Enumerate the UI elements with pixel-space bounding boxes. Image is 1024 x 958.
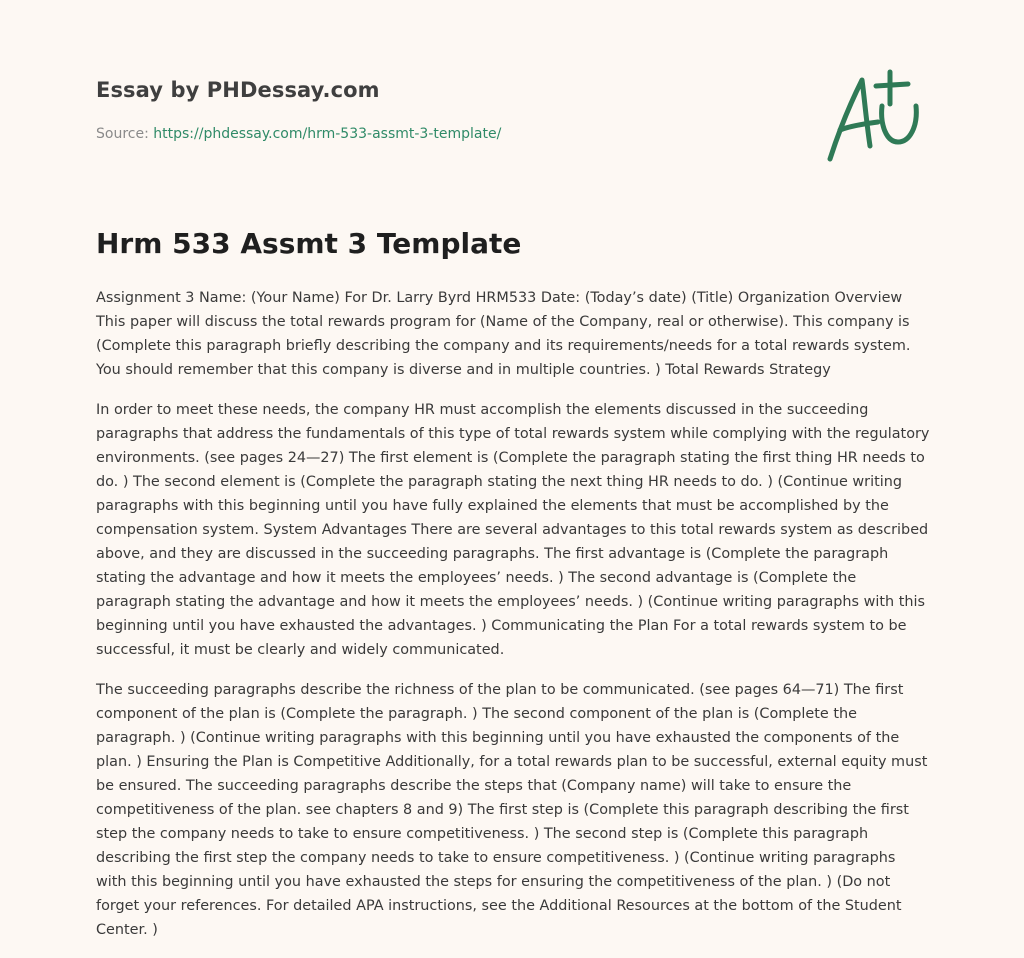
article-body <box>96 286 930 958</box>
source-link[interactable]: https://phdessay.com/hrm-533-assmt-3-template/ <box>153 126 502 142</box>
paragraph: In order to meet these needs, the company HR must accomplish the elements discussed in the succeeding paragraphs that address the fundamentals of this type of total rewards system while complying with the regulatory environments. (see pages 24—27) The first element is (Complete the paragraph stating the first thing HR needs to do. ) The second element is (Complete the paragraph stating the next thing HR needs to do. ) (Continue writing paragraphs with this beginning until you have fully explained the elements that must be accomplished by the compensation system. System Advantages There are several advantages to this total rewards system as described above, and they are discussed in the succeeding paragraphs. The first advantage is (Complete the paragraph stating the advantage and how it meets the employees’ needs. ) The second advantage is (Complete the paragraph stating the advantage and how it meets the employees’ needs. ) (Continue writing paragraphs with this beginning until you have exhausted the advantages. ) Communicating the Plan For a total rewards system to be successful, it must be clearly and widely communicated. <box>96 402 930 658</box>
brand-title: Essay by PHDessay.com <box>96 78 380 102</box>
paragraph: Assignment 3 Name: (Your Name) For Dr. Larry Byrd HRM533 Date: (Today’s date) (Title) Organization Overview This paper will discuss the total rewards program for (Name of the Company, real or otherwise). This company is (Complete this paragraph briefly describing the company and its requirements/needs for a total rewards system. You should remember that this company is diverse and in multiple countries. ) Total Rewards Strategy <box>96 290 911 378</box>
a-plus-logo-icon <box>820 64 930 169</box>
paragraph: The succeeding paragraphs describe the richness of the plan to be communicated. (see pages 64—71) The first component of the plan is (Complete the paragraph. ) The second component of the plan is (Complete the paragraph. ) (Continue writing paragraphs with this beginning until you have exhausted the components of the plan. ) Ensuring the Plan is Competitive Additionally, for a total rewards plan to be successful, external equity must be ensured. The succeeding paragraphs describe the steps that (Company name) will take to ensure the competitiveness of the plan. see chapters 8 and 9) The first step is (Complete this paragraph describing the first step the company needs to take to ensure competitiveness. ) The second step is (Complete this paragraph describing the first step the company needs to take to ensure competitiveness. ) (Continue writing paragraphs with this beginning until you have exhausted the steps for ensuring the competitiveness of the plan. ) (Do not forget your references. For detailed APA instructions, see the Additional Resources at the bottom of the Student Center. ) <box>96 682 928 938</box>
page-title: Hrm 533 Assmt 3 Template <box>96 227 522 260</box>
source-line <box>96 124 736 144</box>
page-header <box>96 74 736 144</box>
source-label: Source: <box>96 126 154 142</box>
